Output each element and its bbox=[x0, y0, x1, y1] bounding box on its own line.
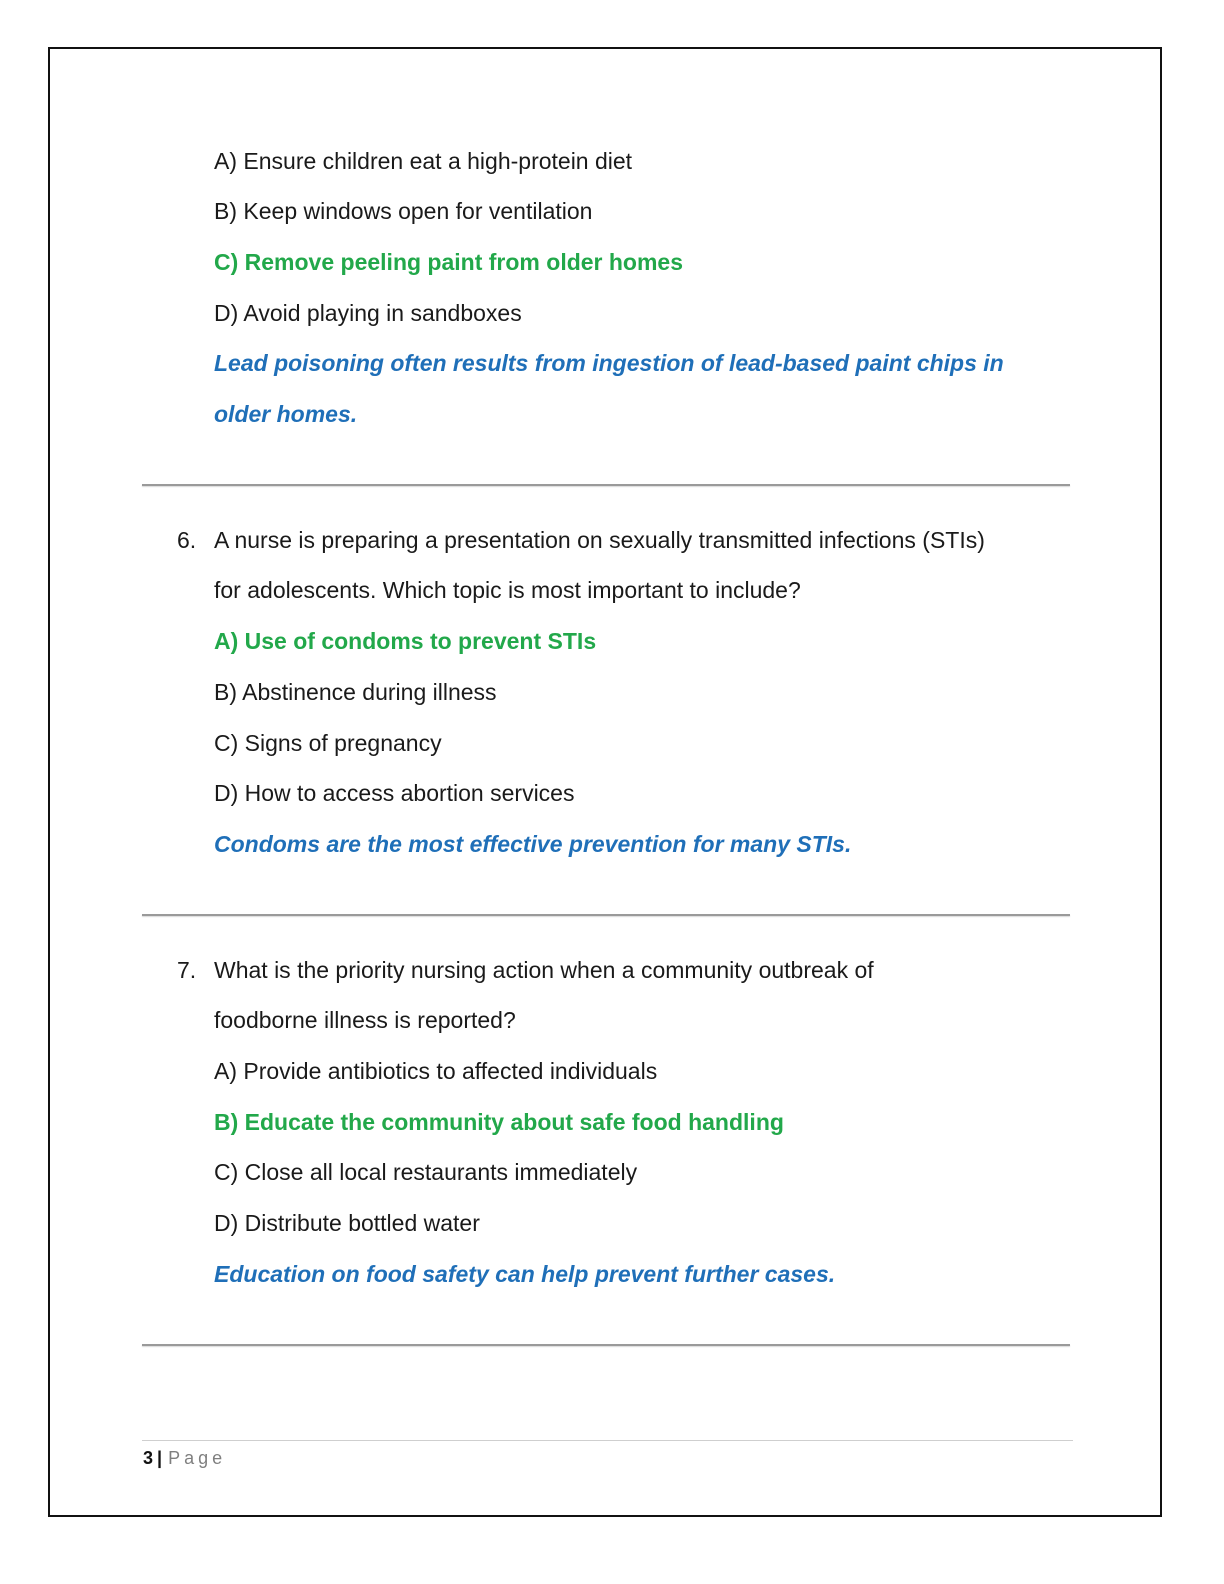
footer-separator: | bbox=[157, 1448, 163, 1468]
q7-rationale: Education on food safety can help prevent further cases. bbox=[214, 1261, 836, 1287]
q7-option-a: A) Provide antibiotics to affected individuals bbox=[214, 1058, 658, 1084]
q7-question-line-1: What is the priority nursing action when a community outbreak of bbox=[214, 957, 874, 983]
q6-number: 6. bbox=[177, 527, 197, 553]
divider bbox=[142, 484, 1070, 486]
q5-option-b: B) Keep windows open for ventilation bbox=[214, 198, 593, 224]
q6-option-d: D) How to access abortion services bbox=[214, 780, 575, 806]
q6-option-b: B) Abstinence during illness bbox=[214, 679, 497, 705]
q5-option-a: A) Ensure children eat a high-protein diet bbox=[214, 148, 633, 174]
q6-option-a-correct: A) Use of condoms to prevent STIs bbox=[214, 628, 597, 654]
q7-option-d: D) Distribute bottled water bbox=[214, 1210, 480, 1236]
q7-option-b-correct: B) Educate the community about safe food handling bbox=[214, 1109, 784, 1135]
divider bbox=[142, 1344, 1070, 1346]
q5-option-d: D) Avoid playing in sandboxes bbox=[214, 300, 522, 326]
page-label: Page bbox=[168, 1448, 227, 1468]
q5-rationale-line-1: Lead poisoning often results from ingestion of lead-based paint chips in bbox=[214, 350, 1004, 376]
q7-question-line-2: foodborne illness is reported? bbox=[214, 1007, 516, 1033]
q6-rationale: Condoms are the most effective prevention for many STIs. bbox=[214, 831, 852, 857]
q7-option-c: C) Close all local restaurants immediately bbox=[214, 1159, 638, 1185]
page-footer bbox=[143, 1446, 226, 1470]
q5-rationale-line-2: older homes. bbox=[214, 401, 358, 427]
q5-option-c-correct: C) Remove peeling paint from older homes bbox=[214, 249, 684, 275]
q6-question-line-1: A nurse is preparing a presentation on sexually transmitted infections (STIs) bbox=[214, 527, 985, 553]
q6-option-c: C) Signs of pregnancy bbox=[214, 730, 442, 756]
page-number: 3 bbox=[143, 1448, 154, 1468]
q6-question-line-2: for adolescents. Which topic is most important to include? bbox=[214, 577, 801, 603]
footer-rule bbox=[142, 1440, 1073, 1441]
divider bbox=[142, 914, 1070, 916]
q7-number: 7. bbox=[177, 957, 197, 983]
